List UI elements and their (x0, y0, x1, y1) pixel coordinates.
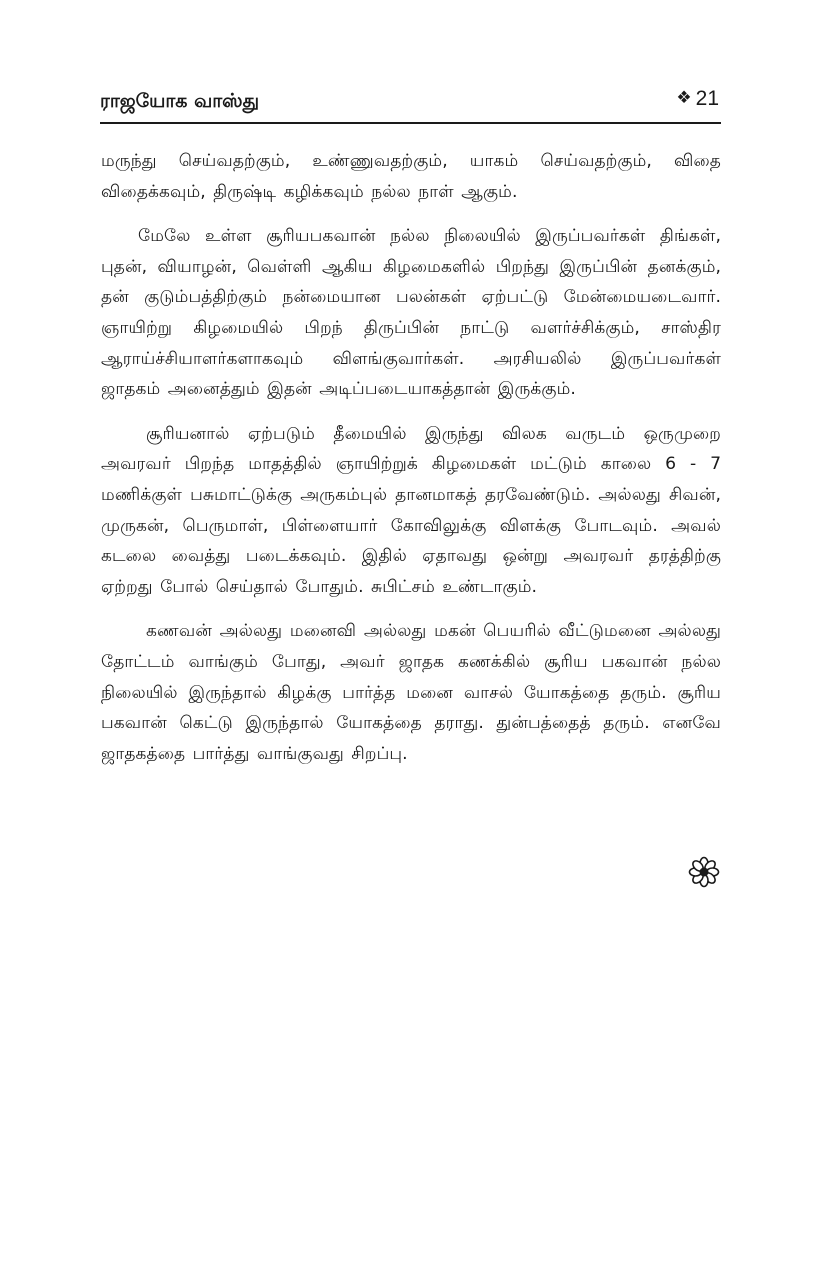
header-divider (100, 122, 721, 124)
body-text (101, 146, 721, 783)
page-number-group (676, 87, 719, 111)
diamond-ornament-icon: ❖ (676, 88, 692, 107)
paragraph-2: மேலே உள்ள சூரியபகவான் நல்ல நிலையில் இருப்பவர்கள் திங்கள், புதன், வியாழன், வெள்ளி ஆகிய கிழமைகளில் பிறந்து இருப்பின் தனக்கும், தன் குடும்பத்திற்கும் நன்மையான பலன்கள் ஏற்பட்டு மேன்மையடைவார். ஞாயிற்று கிழமையில் பிறந் திருப்பின் நாட்டு வளர்ச்சிக்கும், சாஸ்திர ஆராய்ச்சியாளர்களாகவும் விளங்குவார்கள். அரசியலில் இருப்பவர்கள் ஜாதகம் அனைத்தும் இதன் அடிப்படையாகத்தான் இருக்கும். (101, 226, 721, 400)
paragraph-1: மருந்து செய்வதற்கும், உண்ணுவதற்கும், யாகம் செய்வதற்கும், விதை விதைக்கவும், திருஷ்டி கழிக்கவும் நல்ல நாள் ஆகும். (101, 151, 721, 202)
running-head-title: ராஜயோக வாஸ்து (100, 90, 260, 112)
page-number: 21 (695, 87, 719, 110)
paragraph-3: சூரியனால் ஏற்படும் தீமையில் இருந்து விலக வருடம் ஒருமுறை அவரவர் பிறந்த மாதத்தில் ஞாயிற்றுக் கிழமைகள் மட்டும் காலை 6 - 7 மணிக்குள் பசுமாட்டுக்கு அருகம்புல் தானமாகத் தரவேண்டும். அல்லது சிவன், முருகன், பெருமாள், பிள்ளையார் கோவிலுக்கு விளக்கு போடவும். அவல் கடலை வைத்து படைக்கவும். இதில் ஏதாவது ஒன்று அவரவர் தரத்திற்கு ஏற்றது போல் செய்தால் போதும். சுபிட்சம் உண்டாகும். (101, 423, 721, 597)
flower-ornament-icon (688, 856, 720, 888)
page-header (100, 86, 721, 122)
paragraph-4: கணவன் அல்லது மனைவி அல்லது மகன் பெயரில் வீட்டுமனை அல்லது தோட்டம் வாங்கும் போது, அவர் ஜாதக கணக்கில் சூரிய பகவான் நல்ல நிலையில் இருந்தால் கிழக்கு பார்த்த மனை வாசல் யோகத்தை தரும். சூரிய பகவான் கெட்டு இருந்தால் யோகத்தை தராது. துன்பத்தைத் தரும். எனவே ஜாதகத்தை பார்த்து வாங்குவது சிறப்பு. (101, 621, 721, 764)
